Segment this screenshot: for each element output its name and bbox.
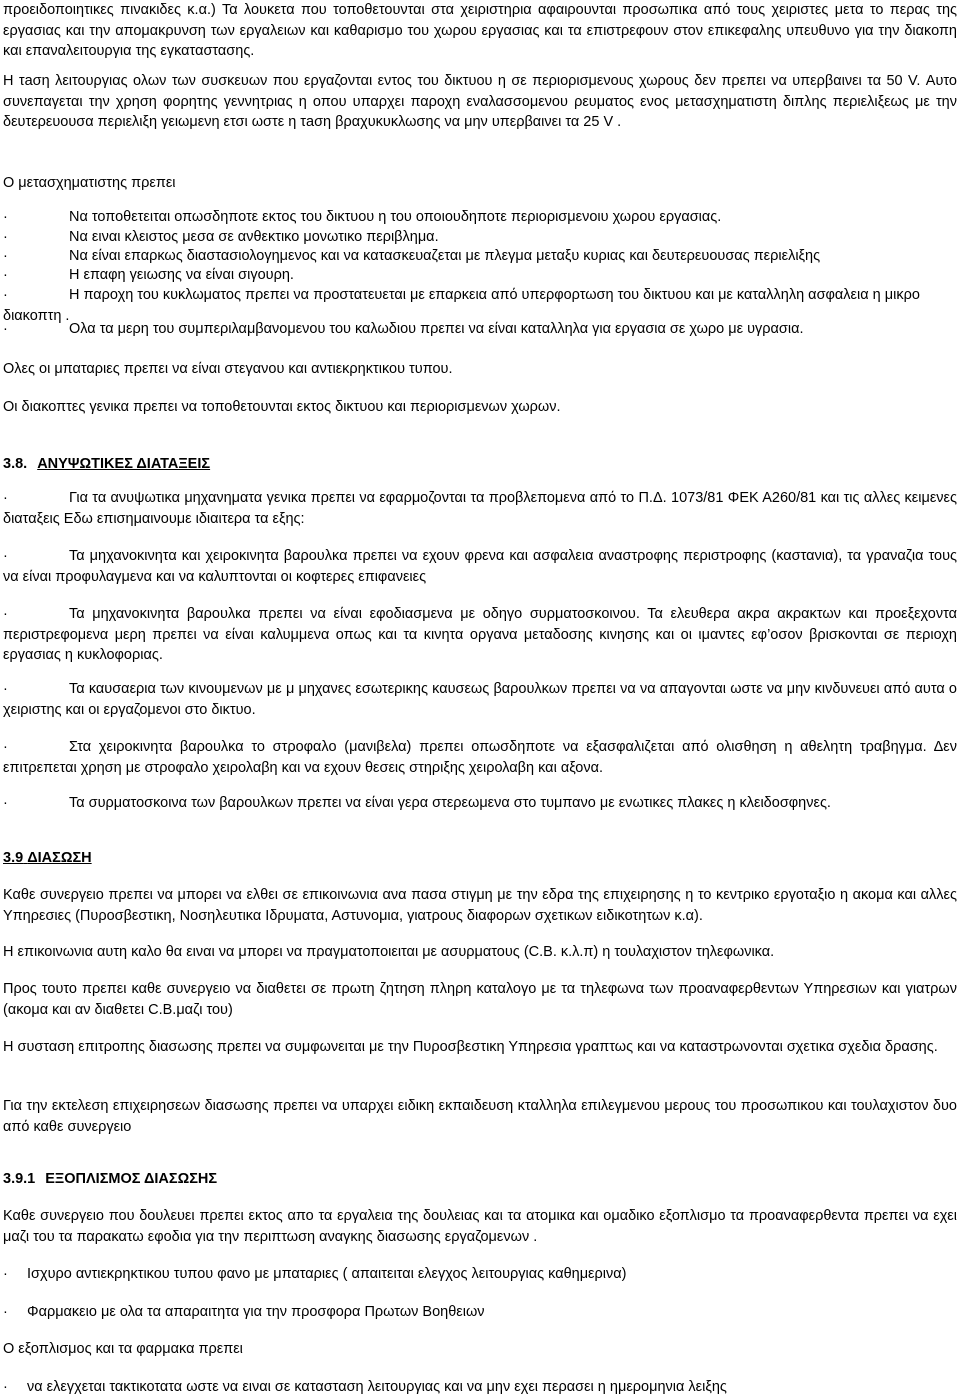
rescue-paragraph: Η επικοινωνια αυτη καλο θα ειναι να μπορει να πραγματοποιειται με ασυρματους (C.B. κ.λ.π) η τουλαχιστον τηλεφωνικα. [3, 944, 775, 960]
section-heading-3-9 [3, 848, 92, 868]
intro-paragraph [3, 0, 957, 62]
bullet-dot: · [3, 287, 8, 303]
bullet-dot: · [3, 606, 8, 622]
bullet-dot: · [3, 267, 8, 283]
voltage-paragraph: Η τaση λειτουργιας ολων των συσκευων που εργαζονται εντος του δικτυου η σε περιορισμενους χωρους δεν πρεπει να υπερβαινει τα 50 V. Αυτο συνεπαγεται την χρηση φορητης γεννητριας η οπου υπαρχει παροχη εναλασσομενου ρευματος ενος μετασχηματιστη διπλης περιελιξεως με την δευτερευουσα περιελιξη γειωμενη ετσι ωστε η τaση βραχυκυκλωσης να μην υπερβαινει τα 25 V . [3, 73, 957, 130]
lifting-bullet: · Στα χειροκινητα βαρουλκα το στροφαλο (μανιβελα) πρεπει οπωσδηποτε να εξασφαλιζεται από ολισθηση η αθελητη τραβηγμα. Δεν επιτρεπεται χρηση με στροφαλο χειρολαβη και να εχουν θεσεις στηριξης χειρολαβη και αξονα. [3, 739, 957, 776]
bullet-dot: · [3, 229, 8, 245]
bullet-dot: · [3, 548, 8, 564]
equipment-item: · Ισχυρο αντιεκρηκτικου τυπου φανο με μπαταριες ( απαιτειται ελεγχος λειτουργιας καθημερινα) [3, 1264, 957, 1285]
transformer-bullet: · Να είναι επαρκως διαστασιολογημενος και να κατασκευαζεται με πλεγμα μεταξυ κυριας και δευτερευουσας περιελιξης [3, 246, 957, 267]
intro-lead: προειδοποιητικες πινακιδες κ.α.) [3, 2, 216, 18]
transformer-intro: Ο μετασχηματιστης πρεπει [3, 175, 176, 191]
bullet-dot: · [3, 248, 8, 264]
section-heading-3-9-1 [3, 1169, 217, 1189]
intro-body: Τα λουκετα που τοποθετουνται στα χειριστηρια αφαιρουνται προσωπικα από τους χειριστες μετα το περας της εργασιας και την απομακρυνση των εργαλειων και καθαρισμο του χωρου εργασιας και τα επιστρεφουν στον επικεφαλης υπευθυνο για την διακοπη και επαναλειτουργια της εγκαταστασης. [3, 2, 957, 59]
transformer-bullet: · Ολα τα μερη του συμπεριλαμβανομενου του καλωδιου πρεπει να είναι καταλληλα για εργασια σε χωρο με υγρασια. [3, 319, 957, 340]
bullet-dot: · [3, 795, 8, 811]
lifting-bullet: · Τα μηχανοκινητα βαρουλκα πρεπει να είναι εφοδιασμενα με οδηγο συρματοσκοινου. Τα ελευθερα ακρα ακρακτων και προεξεχοντα περιστρεφομενα μερη πρεπει να είναι καλυμμενα οπως και τα κινητα οργανα μεταδοσης κινησης και οι ιμαντες εφ’οσον βρισκονται σε περιοχη εργασιας η κυκλοφοριας. [3, 606, 957, 663]
kit-item: · να ελεγχεται τακτικοτατα ωστε να ειναι σε κατασταση λειτουργιας και να μην εχει περασει η ημερομηνια λειξης [3, 1377, 957, 1398]
bullet-dot: · [3, 490, 8, 506]
transformer-bullet: · Η παροχη του κυκλωματος πρεπει να προστατευεται με επαρκεια από υπερφορτωση του δικτυου και με καταλληλη ασφαλεια η μικρο διακοπτη . [3, 287, 920, 324]
transformer-bullet: · Η επαφη γειωσης να είναι σιγουρη. [3, 265, 957, 286]
rescue-paragraph: Η συσταση επιτροπης διασωσης πρεπει να συμφωνειται με την Πυροσβεστικη Υπηρεσια γραπτως και να καταστρωνονται σχετικα σχεδια δρασης. [3, 1039, 938, 1055]
lifting-bullet: · Για τα ανυψωτικα μηχανηματα γενικα πρεπει να εφαρμοζονται τα προβλεπομενα από το Π.Δ. 1073/81 ΦΕΚ Α260/81 και τις αλλες κειμενες διαταξεις Εδω επισημαινουμε ιδιαιτερα τα εξης: [3, 490, 957, 527]
section-title: ΑΝΥΨΩΤΙΚΕΣ ΔΙΑΤΑΞΕΙΣ [37, 456, 211, 472]
transformer-bullet: · Να ειναι κλειστος μεσα σε ανθεκτικο μονωτικο περιβλημα. [3, 227, 957, 248]
switches-paragraph: Οι διακοπτες γενικα πρεπει να τοποθετουνται εκτος δικτυου και περιορισμενων χωρων. [3, 399, 561, 415]
transformer-bullet: · Να τοποθετειται οπωσδηποτε εκτος του δικτυου η του οποιουδηποτε περιορισμενοιυ χωρου εργασιας. [3, 207, 957, 228]
section-number: 3.9.1 [3, 1171, 36, 1187]
bullet-dot: · [3, 681, 8, 697]
bullet-dot: · [3, 1304, 8, 1320]
bullet-dot: · [3, 739, 8, 755]
equipment-item: · Φαρμακειο με ολα τα απαραιτητα για την προσφορα Πρωτων Βοηθειων [3, 1302, 957, 1323]
rescue-paragraph: Για την εκτελεση επιχειρησεων διασωσης πρεπει να υπαρχει ειδικη εκπαιδευση κταλληλα επιλεγμενου μερους του προσωπικου και τουλαχιστον δυο από καθε συνεργειο [3, 1098, 957, 1135]
bullet-dot: · [3, 321, 8, 337]
batteries-paragraph: Ολες οι μπαταριες πρεπει να είναι στεγανου και αντιεκρηκτικου τυπου. [3, 361, 453, 377]
bullet-dot: · [3, 1266, 8, 1282]
kit-intro: Ο εξοπλισμος και τα φαρμακα πρεπει [3, 1341, 243, 1357]
section-title: ΕΞΟΠΛΙΣΜΟΣ ΔΙΑΣΩΣΗΣ [45, 1171, 218, 1187]
bullet-dot: · [3, 1379, 8, 1395]
lifting-bullet: · Τα μηχανοκινητα και χειροκινητα βαρουλκα πρεπει να εχουν φρενα και ασφαλεια αναστροφης περιστροφης (καστανια), τα γραναζια τους να είναι προφυλαγμενα και να καλυπτονται οι κοφτερες επιφανειες [3, 548, 957, 585]
section-number: 3.8. [3, 456, 28, 472]
rescue-paragraph: Προς τουτο πρεπει καθε συνεργειο να διαθετει σε πρωτη ζητηση πληρη καταλογο με τα τηλεφωνα των προαναφερθεντων Υπηρεσιων και γιατρων (ακομα και αν διαθετει C.B.μαζι του) [3, 981, 957, 1018]
lifting-bullet: · Τα συρματοσκοινα των βαρουλκων πρεπει να είναι γερα στερεωμενα στο τυμπανο με ενωτικες πλακες η κλειδοσφηνες. [3, 793, 957, 814]
section-number: 3.9 [3, 850, 24, 866]
lifting-bullet: · Τα καυσαερια των κινουμενων με μ μηχανες εσωτερικης καυσεως βαρουλκων πρεπει να να απαγονται ωστε να μην κινδυνευει από αυτα ο χειριστης και οι εργαζομενοι στο δικτυο. [3, 681, 957, 718]
section-title: ΔΙΑΣΩΣΗ [27, 850, 92, 866]
section-heading-3-8 [3, 454, 210, 474]
equipment-intro: Καθε συνεργειο που δουλευει πρεπει εκτος απο τα εργαλεια της δουλειας και τα ατομικα και ομαδικο εξοπλισμο τα προαναφερθεντα πρεπει να εχει μαζι του τα παρακατω εφοδια για την περιπτωση αναγκης διασωσης εργαζομενων . [3, 1208, 957, 1245]
rescue-paragraph: Καθε συνεργειο πρεπει να μπορει να ελθει σε επικοινωνια ανα πασα στιγμη με την εδρα της επιχειρησης η το κεντρικο εργοταξιο η ακομα και αλλες Υπηρεσιες (Πυροσβεστικη, Νοσηλευτικα Ιδρυματα, Αστυνομια, γιατρους διαφορων σχετικων ειδικοτητων κ.α). [3, 887, 957, 924]
bullet-dot: · [3, 209, 8, 225]
